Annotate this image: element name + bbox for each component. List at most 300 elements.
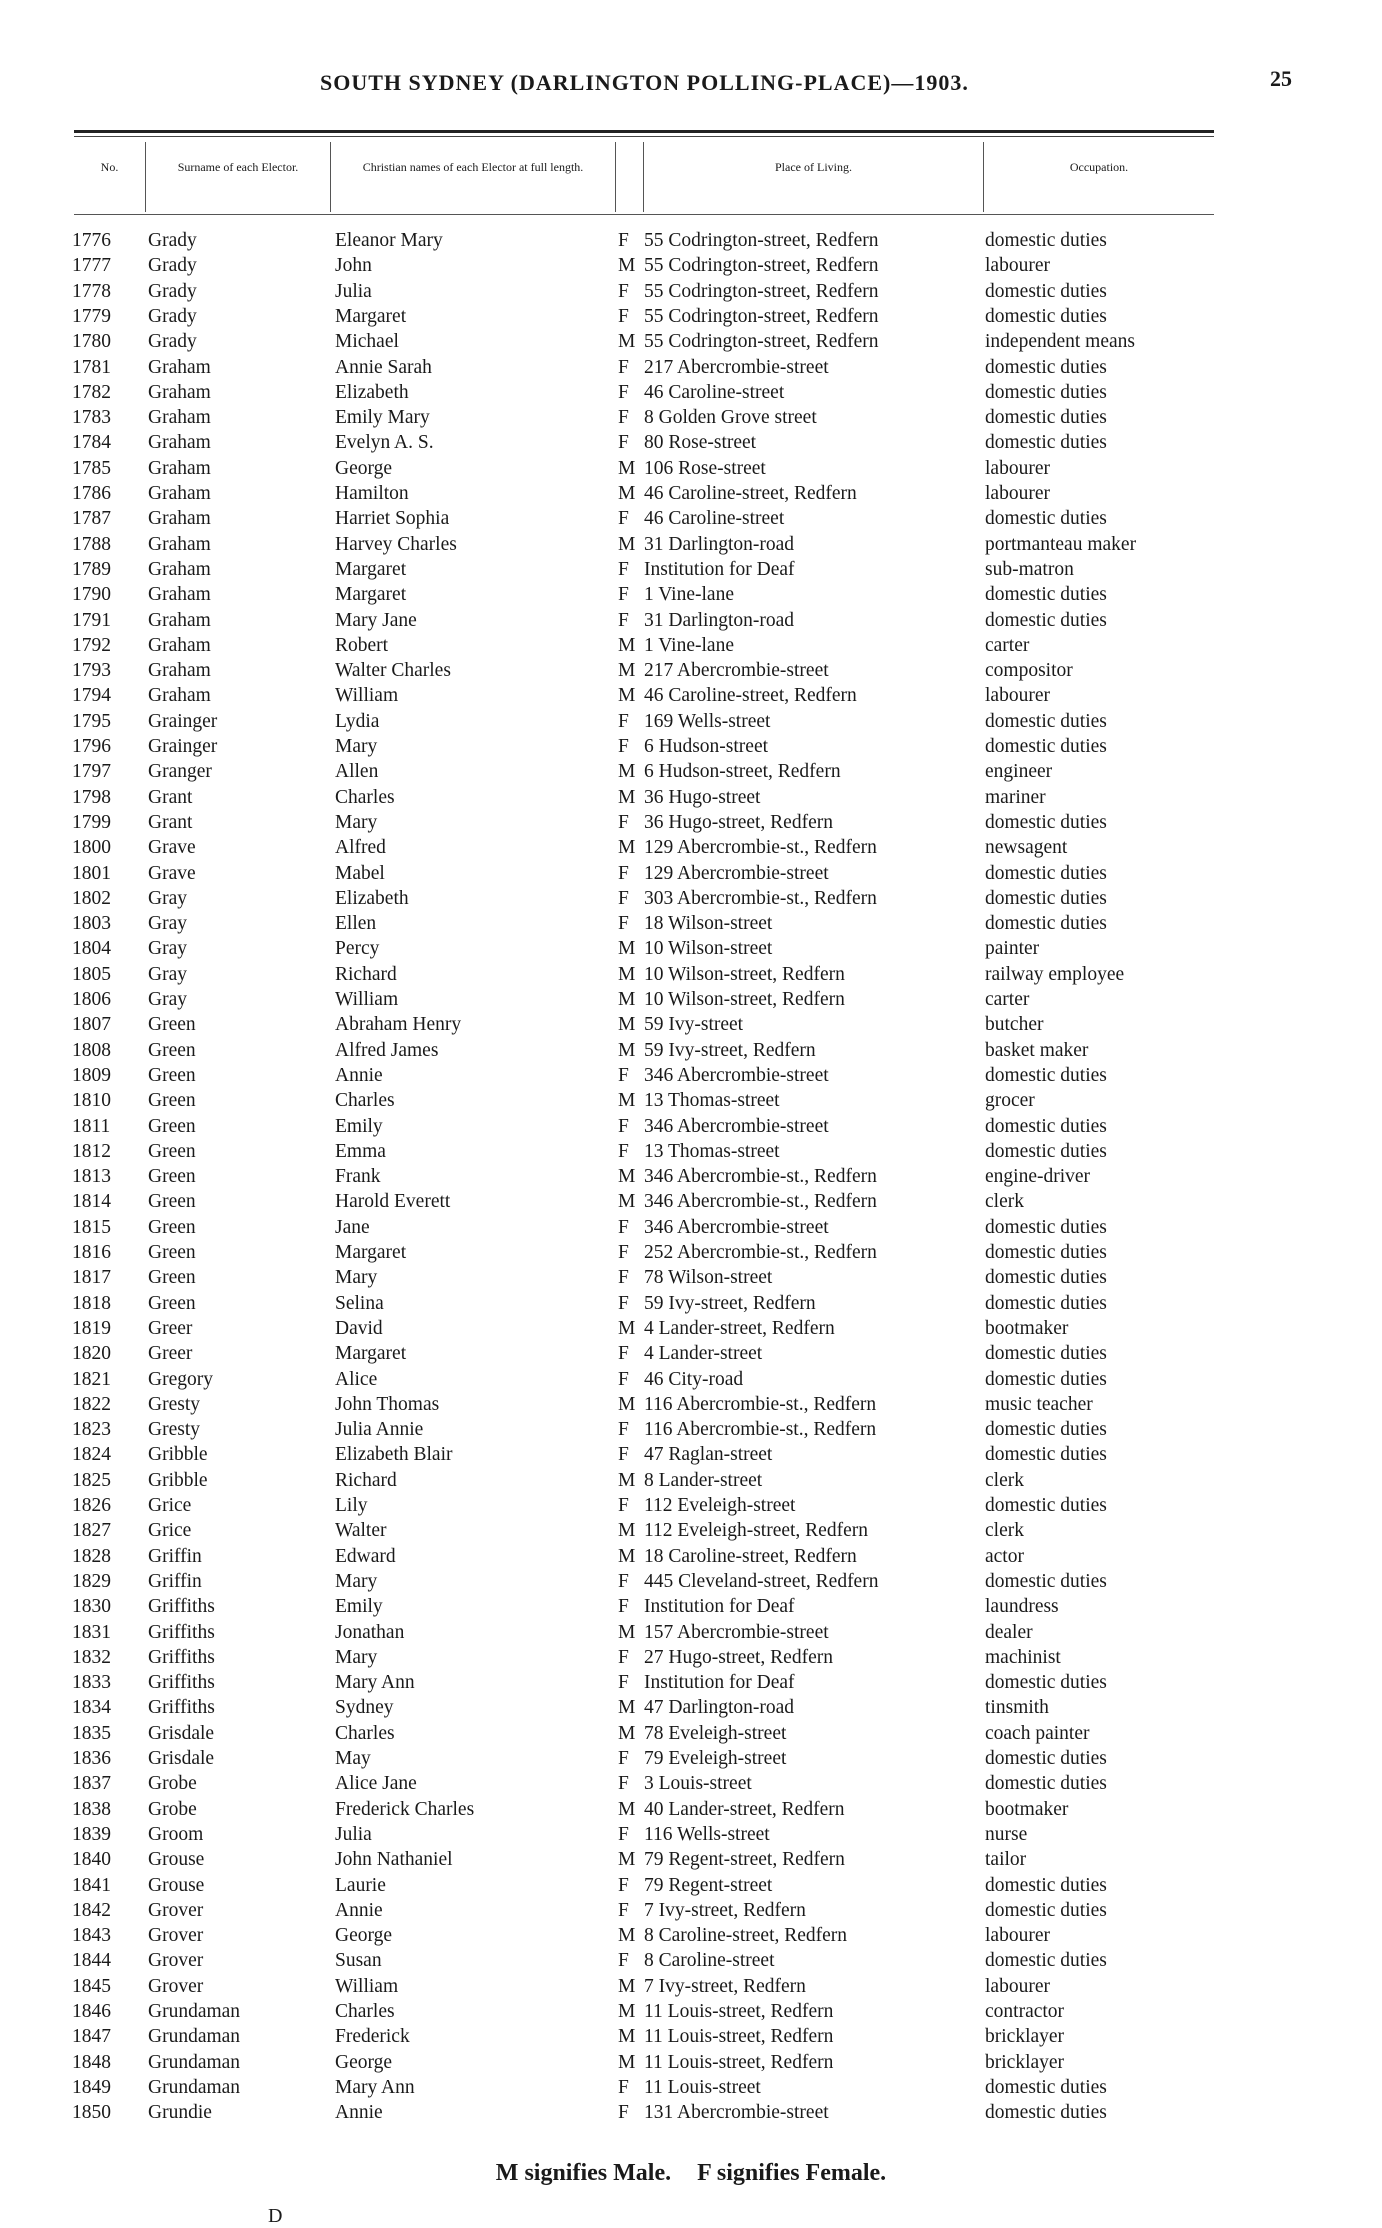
elector-number: 1790 <box>72 584 111 606</box>
elector-surname: Gray <box>148 963 187 985</box>
elector-occupation: labourer <box>985 1925 1050 1947</box>
elector-occupation: domestic duties <box>985 1140 1107 1162</box>
elector-surname: Green <box>148 1191 196 1213</box>
female-legend: F signifies Female. <box>697 2160 887 2186</box>
table-row <box>0 1215 1382 1240</box>
elector-place: 6 Hudson-street <box>644 736 769 757</box>
elector-place: 79 Regent-street, Redfern <box>644 1849 845 1871</box>
elector-number: 1794 <box>72 685 111 707</box>
elector-surname: Greer <box>148 1343 193 1365</box>
elector-number: 1803 <box>72 913 111 935</box>
elector-number: 1812 <box>72 1140 111 1162</box>
elector-sex: M <box>618 255 636 277</box>
elector-sex: F <box>618 1216 629 1238</box>
elector-number: 1848 <box>72 2051 111 2073</box>
elector-surname: Grave <box>148 862 196 884</box>
elector-place: 217 Abercrombie-street <box>644 356 829 378</box>
elector-place: 4 Lander-street, Redfern <box>644 1317 835 1339</box>
elector-sex: F <box>618 2076 629 2098</box>
elector-christian-names: Walter Charles <box>335 660 451 682</box>
elector-occupation: domestic duties <box>985 609 1107 631</box>
elector-place: Institution for Deaf <box>644 1672 795 1694</box>
elector-sex: M <box>618 963 636 985</box>
elector-number: 1833 <box>72 1672 111 1694</box>
table-row <box>0 1367 1382 1392</box>
elector-surname: Grady <box>148 230 197 251</box>
elector-place: 116 Abercrombie-st., Redfern <box>644 1419 877 1441</box>
elector-christian-names: Charles <box>335 1722 395 1744</box>
elector-christian-names: Margaret <box>335 1242 407 1263</box>
elector-place: 59 Ivy-street <box>644 1014 744 1036</box>
elector-surname: Graham <box>148 660 211 682</box>
elector-occupation: bricklayer <box>985 2026 1065 2048</box>
table-row <box>0 658 1382 683</box>
elector-sex: F <box>618 710 629 732</box>
elector-place: 40 Lander-street, Redfern <box>644 1798 845 1820</box>
elector-christian-names: Elizabeth Blair <box>335 1444 453 1466</box>
elector-occupation: domestic duties <box>985 1343 1107 1365</box>
elector-sex: F <box>618 432 629 454</box>
elector-number: 1834 <box>72 1697 111 1719</box>
column-header-rule <box>74 214 1214 215</box>
elector-christian-names: Emily <box>335 1115 383 1137</box>
elector-number: 1817 <box>72 1267 111 1289</box>
elector-christian-names: Emma <box>335 1140 386 1162</box>
elector-occupation: laundress <box>985 1596 1059 1618</box>
elector-sex: M <box>618 2026 636 2048</box>
elector-surname: Grant <box>148 811 193 833</box>
elector-occupation: domestic duties <box>985 1672 1107 1694</box>
elector-surname: Graham <box>148 533 211 555</box>
table-row <box>0 582 1382 607</box>
elector-surname: Graham <box>148 483 211 504</box>
elector-occupation: bootmaker <box>985 1317 1069 1339</box>
elector-christian-names: Annie <box>335 1064 383 1086</box>
elector-number: 1839 <box>72 1823 111 1845</box>
elector-sex: M <box>618 685 636 707</box>
elector-christian-names: Emily Mary <box>335 407 430 429</box>
table-row <box>0 506 1382 531</box>
elector-christian-names: Frank <box>335 1166 381 1188</box>
elector-place: 55 Codrington-street, Redfern <box>644 230 879 251</box>
elector-sex: F <box>618 1140 629 1162</box>
elector-surname: Graham <box>148 457 211 479</box>
elector-place: 1 Vine-lane <box>644 584 734 606</box>
elector-place: 78 Eveleigh-street <box>644 1722 787 1744</box>
elector-surname: Green <box>148 1216 196 1238</box>
table-row <box>0 1240 1382 1265</box>
elector-place: 157 Abercrombie-street <box>644 1621 829 1643</box>
elector-occupation: domestic duties <box>985 1292 1107 1314</box>
elector-number: 1835 <box>72 1722 111 1744</box>
elector-christian-names: May <box>335 1748 371 1769</box>
elector-place: 36 Hugo-street, Redfern <box>644 811 833 833</box>
elector-sex: F <box>618 736 629 757</box>
elector-occupation: domestic duties <box>985 1419 1107 1441</box>
elector-christian-names: Harvey Charles <box>335 533 457 555</box>
elector-surname: Grundaman <box>148 2076 241 2098</box>
table-row <box>0 962 1382 987</box>
elector-place: 36 Hugo-street <box>644 786 761 808</box>
elector-number: 1846 <box>72 2001 111 2022</box>
elector-number: 1788 <box>72 533 111 555</box>
elector-christian-names: Margaret <box>335 305 407 327</box>
elector-sex: M <box>618 533 636 555</box>
elector-surname: Grainger <box>148 710 218 732</box>
elector-number: 1838 <box>72 1798 111 1820</box>
elector-christian-names: Mary <box>335 1267 378 1289</box>
table-row <box>0 1038 1382 1063</box>
elector-place: 11 Louis-street, Redfern <box>644 2051 834 2073</box>
column-header-sex <box>616 142 644 212</box>
column-header-christian-names: Christian names of each Elector at full length. <box>331 142 616 212</box>
elector-christian-names: Richard <box>335 1469 397 1491</box>
elector-surname: Grobe <box>148 1773 197 1795</box>
elector-sex: M <box>618 1697 636 1719</box>
elector-place: 55 Codrington-street, Redfern <box>644 305 879 327</box>
elector-place: Institution for Deaf <box>644 558 795 580</box>
elector-surname: Green <box>148 1140 196 1162</box>
elector-occupation: domestic duties <box>985 432 1107 454</box>
table-row <box>0 405 1382 430</box>
table-row <box>0 1898 1382 1923</box>
elector-christian-names: Charles <box>335 786 395 808</box>
elector-surname: Grobe <box>148 1798 197 1820</box>
elector-occupation: labourer <box>985 685 1050 707</box>
table-row <box>0 1569 1382 1594</box>
elector-sex: F <box>618 1570 629 1592</box>
table-row <box>0 1012 1382 1037</box>
elector-sex: M <box>618 1014 636 1036</box>
elector-occupation: mariner <box>985 786 1046 808</box>
elector-christian-names: George <box>335 2051 393 2073</box>
elector-sex: F <box>618 1064 629 1086</box>
elector-occupation: carter <box>985 634 1030 656</box>
elector-christian-names: Margaret <box>335 1343 407 1365</box>
elector-place: 8 Caroline-street, Redfern <box>644 1925 848 1947</box>
elector-place: 116 Abercrombie-st., Redfern <box>644 1393 877 1415</box>
elector-sex: F <box>618 1596 629 1618</box>
column-header-occupation: Occupation. <box>1069 160 1129 174</box>
elector-sex: M <box>618 989 636 1010</box>
table-row <box>0 1139 1382 1164</box>
elector-occupation: domestic duties <box>985 1242 1107 1263</box>
elector-number: 1830 <box>72 1596 111 1618</box>
table-row <box>0 1974 1382 1999</box>
table-row <box>0 1771 1382 1796</box>
elector-sex: M <box>618 1798 636 1820</box>
elector-occupation: independent means <box>985 331 1135 353</box>
stray-mark: D <box>268 2205 283 2227</box>
elector-sex: F <box>618 1419 629 1441</box>
elector-sex: F <box>618 1823 629 1845</box>
elector-place: 59 Ivy-street, Redfern <box>644 1292 816 1314</box>
table-row <box>0 1847 1382 1872</box>
table-row <box>0 1518 1382 1543</box>
elector-place: 112 Eveleigh-street, Redfern <box>644 1520 868 1542</box>
elector-christian-names: Lily <box>335 1495 368 1516</box>
elector-place: 18 Wilson-street <box>644 913 773 935</box>
table-row <box>0 2100 1382 2125</box>
elector-sex: M <box>618 1545 636 1567</box>
elector-occupation: domestic duties <box>985 1368 1107 1390</box>
elector-place: 79 Regent-street <box>644 1874 773 1896</box>
table-row <box>0 1670 1382 1695</box>
elector-number: 1813 <box>72 1166 111 1188</box>
elector-surname: Graham <box>148 634 211 656</box>
table-row <box>0 1392 1382 1417</box>
table-row <box>0 1746 1382 1771</box>
elector-sex: F <box>618 381 629 403</box>
elector-sex: M <box>618 457 636 479</box>
elector-sex: F <box>618 913 629 935</box>
elector-surname: Green <box>148 1039 196 1061</box>
elector-number: 1789 <box>72 558 111 580</box>
elector-christian-names: Charles <box>335 1090 395 1112</box>
elector-surname: Gresty <box>148 1419 200 1441</box>
elector-christian-names: Frederick Charles <box>335 1798 475 1820</box>
elector-christian-names: Elizabeth <box>335 381 409 403</box>
elector-place: 10 Wilson-street, Redfern <box>644 989 845 1010</box>
elector-occupation: coach painter <box>985 1722 1090 1744</box>
table-row <box>0 2075 1382 2100</box>
elector-surname: Green <box>148 1292 196 1314</box>
elector-occupation: domestic duties <box>985 1495 1107 1516</box>
elector-place: 346 Abercrombie-street <box>644 1064 829 1086</box>
elector-occupation: domestic duties <box>985 356 1107 378</box>
elector-christian-names: Robert <box>335 634 389 656</box>
elector-number: 1780 <box>72 331 111 353</box>
elector-number: 1816 <box>72 1242 111 1263</box>
elector-surname: Grundie <box>148 2102 212 2124</box>
elector-number: 1787 <box>72 508 111 530</box>
elector-place: 129 Abercrombie-street <box>644 862 829 884</box>
elector-surname: Grady <box>148 280 197 302</box>
table-row <box>0 1265 1382 1290</box>
elector-sex: M <box>618 483 636 504</box>
elector-number: 1818 <box>72 1292 111 1314</box>
elector-number: 1800 <box>72 837 111 859</box>
elector-christian-names: Alice <box>335 1368 378 1390</box>
elector-christian-names: Mary Ann <box>335 1672 415 1694</box>
table-row <box>0 835 1382 860</box>
elector-place: 346 Abercrombie-street <box>644 1115 829 1137</box>
elector-surname: Grice <box>148 1520 192 1542</box>
elector-christian-names: William <box>335 989 399 1010</box>
elector-christian-names: Annie Sarah <box>335 356 432 378</box>
elector-surname: Gresty <box>148 1393 200 1415</box>
elector-sex: F <box>618 1115 629 1137</box>
elector-occupation: sub-matron <box>985 558 1074 580</box>
elector-place: 112 Eveleigh-street <box>644 1495 796 1516</box>
elector-occupation: domestic duties <box>985 584 1107 606</box>
elector-christian-names: Selina <box>335 1292 384 1314</box>
header-rule-thin <box>74 136 1214 137</box>
table-row <box>0 1114 1382 1139</box>
table-row <box>0 1544 1382 1569</box>
elector-christian-names: William <box>335 1975 399 1997</box>
elector-occupation: painter <box>985 938 1040 960</box>
elector-surname: Gray <box>148 989 187 1010</box>
elector-place: 8 Golden Grove street <box>644 407 817 429</box>
elector-christian-names: Sydney <box>335 1697 394 1719</box>
elector-number: 1850 <box>72 2102 111 2124</box>
table-row <box>0 1088 1382 1113</box>
elector-sex: F <box>618 407 629 429</box>
elector-number: 1809 <box>72 1064 111 1086</box>
elector-place: 55 Codrington-street, Redfern <box>644 255 879 277</box>
elector-number: 1823 <box>72 1419 111 1441</box>
elector-place: 46 City-road <box>644 1368 744 1390</box>
elector-surname: Gray <box>148 887 187 909</box>
elector-sex: F <box>618 356 629 378</box>
elector-surname: Griffin <box>148 1545 202 1567</box>
elector-surname: Green <box>148 1115 196 1137</box>
elector-christian-names: Lydia <box>335 710 380 732</box>
table-row <box>0 1341 1382 1366</box>
elector-number: 1808 <box>72 1039 111 1061</box>
elector-number: 1844 <box>72 1950 111 1972</box>
elector-number: 1845 <box>72 1975 111 1997</box>
elector-number: 1842 <box>72 1899 111 1921</box>
elector-christian-names: Jonathan <box>335 1621 405 1643</box>
elector-christian-names: Abraham Henry <box>335 1014 462 1036</box>
elector-place: 47 Raglan-street <box>644 1444 773 1466</box>
elector-christian-names: Julia Annie <box>335 1419 424 1441</box>
elector-sex: F <box>618 1646 629 1668</box>
elector-surname: Gribble <box>148 1469 208 1491</box>
elector-place: 10 Wilson-street, Redfern <box>644 963 845 985</box>
elector-sex: F <box>618 558 629 580</box>
elector-place: 46 Caroline-street, Redfern <box>644 685 857 707</box>
table-row <box>0 456 1382 481</box>
elector-surname: Grave <box>148 837 196 859</box>
table-row <box>0 1493 1382 1518</box>
table-row <box>0 608 1382 633</box>
elector-occupation: domestic duties <box>985 887 1107 909</box>
elector-surname: Grady <box>148 331 197 353</box>
elector-occupation: newsagent <box>985 837 1068 859</box>
elector-christian-names: Laurie <box>335 1874 386 1896</box>
elector-place: 7 Ivy-street, Redfern <box>644 1975 806 1997</box>
table-row <box>0 1695 1382 1720</box>
table-row <box>0 1923 1382 1948</box>
elector-occupation: domestic duties <box>985 811 1107 833</box>
elector-place: 46 Caroline-street <box>644 381 785 403</box>
table-row <box>0 253 1382 278</box>
elector-place: 131 Abercrombie-street <box>644 2102 829 2124</box>
elector-sex: F <box>618 1874 629 1896</box>
elector-surname: Gray <box>148 938 187 960</box>
elector-number: 1837 <box>72 1773 111 1795</box>
elector-occupation: labourer <box>985 1975 1050 1997</box>
table-row <box>0 2050 1382 2075</box>
elector-christian-names: Allen <box>335 761 379 783</box>
page-header <box>0 66 1382 110</box>
elector-christian-names: Alice Jane <box>335 1773 417 1795</box>
elector-sex: F <box>618 1672 629 1694</box>
elector-surname: Green <box>148 1242 196 1263</box>
elector-place: 80 Rose-street <box>644 432 757 454</box>
elector-sex: F <box>618 1748 629 1769</box>
elector-number: 1804 <box>72 938 111 960</box>
elector-number: 1785 <box>72 457 111 479</box>
elector-christian-names: Alfred James <box>335 1039 439 1061</box>
elector-occupation: engineer <box>985 761 1053 783</box>
elector-sex: F <box>618 609 629 631</box>
elector-occupation: domestic duties <box>985 1748 1107 1769</box>
elector-occupation: domestic duties <box>985 1773 1107 1795</box>
table-row <box>0 633 1382 658</box>
elector-surname: Gribble <box>148 1444 208 1466</box>
elector-christian-names: Julia <box>335 1823 372 1845</box>
table-row <box>0 1164 1382 1189</box>
elector-christian-names: Alfred <box>335 837 386 859</box>
elector-sex: F <box>618 1343 629 1365</box>
elector-number: 1825 <box>72 1469 111 1491</box>
elector-number: 1795 <box>72 710 111 732</box>
elector-place: 27 Hugo-street, Redfern <box>644 1646 833 1668</box>
elector-number: 1836 <box>72 1748 111 1769</box>
elector-number: 1828 <box>72 1545 111 1567</box>
elector-occupation: domestic duties <box>985 1874 1107 1896</box>
elector-number: 1783 <box>72 407 111 429</box>
elector-christian-names: Eleanor Mary <box>335 230 443 251</box>
elector-surname: Griffiths <box>148 1596 215 1618</box>
elector-number: 1796 <box>72 736 111 757</box>
elector-surname: Green <box>148 1166 196 1188</box>
elector-surname: Grundaman <box>148 2051 241 2073</box>
elector-surname: Grice <box>148 1495 192 1516</box>
elector-christian-names: Evelyn A. S. <box>335 432 434 454</box>
elector-surname: Green <box>148 1014 196 1036</box>
elector-surname: Grisdale <box>148 1722 215 1744</box>
elector-christian-names: William <box>335 685 399 707</box>
elector-christian-names: Hamilton <box>335 483 409 504</box>
elector-surname: Grant <box>148 786 193 808</box>
elector-sex: M <box>618 837 636 859</box>
elector-occupation: domestic duties <box>985 230 1107 251</box>
elector-surname: Graham <box>148 432 211 454</box>
elector-place: 59 Ivy-street, Redfern <box>644 1039 816 1061</box>
table-row <box>0 1063 1382 1088</box>
elector-sex: F <box>618 508 629 530</box>
elector-occupation: carter <box>985 989 1030 1010</box>
elector-number: 1810 <box>72 1090 111 1112</box>
elector-christian-names: Mary <box>335 1646 378 1668</box>
elector-occupation: compositor <box>985 660 1073 682</box>
elector-occupation: butcher <box>985 1014 1044 1036</box>
elector-occupation: domestic duties <box>985 862 1107 884</box>
elector-number: 1829 <box>72 1570 111 1592</box>
table-row <box>0 380 1382 405</box>
elector-christian-names: Michael <box>335 331 399 353</box>
elector-occupation: basket maker <box>985 1039 1089 1061</box>
elector-sex: F <box>618 305 629 327</box>
elector-place: 252 Abercrombie-st., Redfern <box>644 1242 877 1263</box>
elector-place: 8 Lander-street <box>644 1469 763 1491</box>
elector-place: 7 Ivy-street, Redfern <box>644 1899 806 1921</box>
elector-place: 8 Caroline-street <box>644 1950 775 1972</box>
elector-christian-names: John <box>335 255 372 277</box>
elector-sex: M <box>618 786 636 808</box>
elector-sex: M <box>618 1317 636 1339</box>
elector-christian-names: Harold Everett <box>335 1191 451 1213</box>
elector-occupation: nurse <box>985 1823 1028 1845</box>
elector-place: 346 Abercrombie-st., Redfern <box>644 1166 877 1188</box>
elector-place: 18 Caroline-street, Redfern <box>644 1545 857 1567</box>
elector-christian-names: Mary <box>335 1570 378 1592</box>
